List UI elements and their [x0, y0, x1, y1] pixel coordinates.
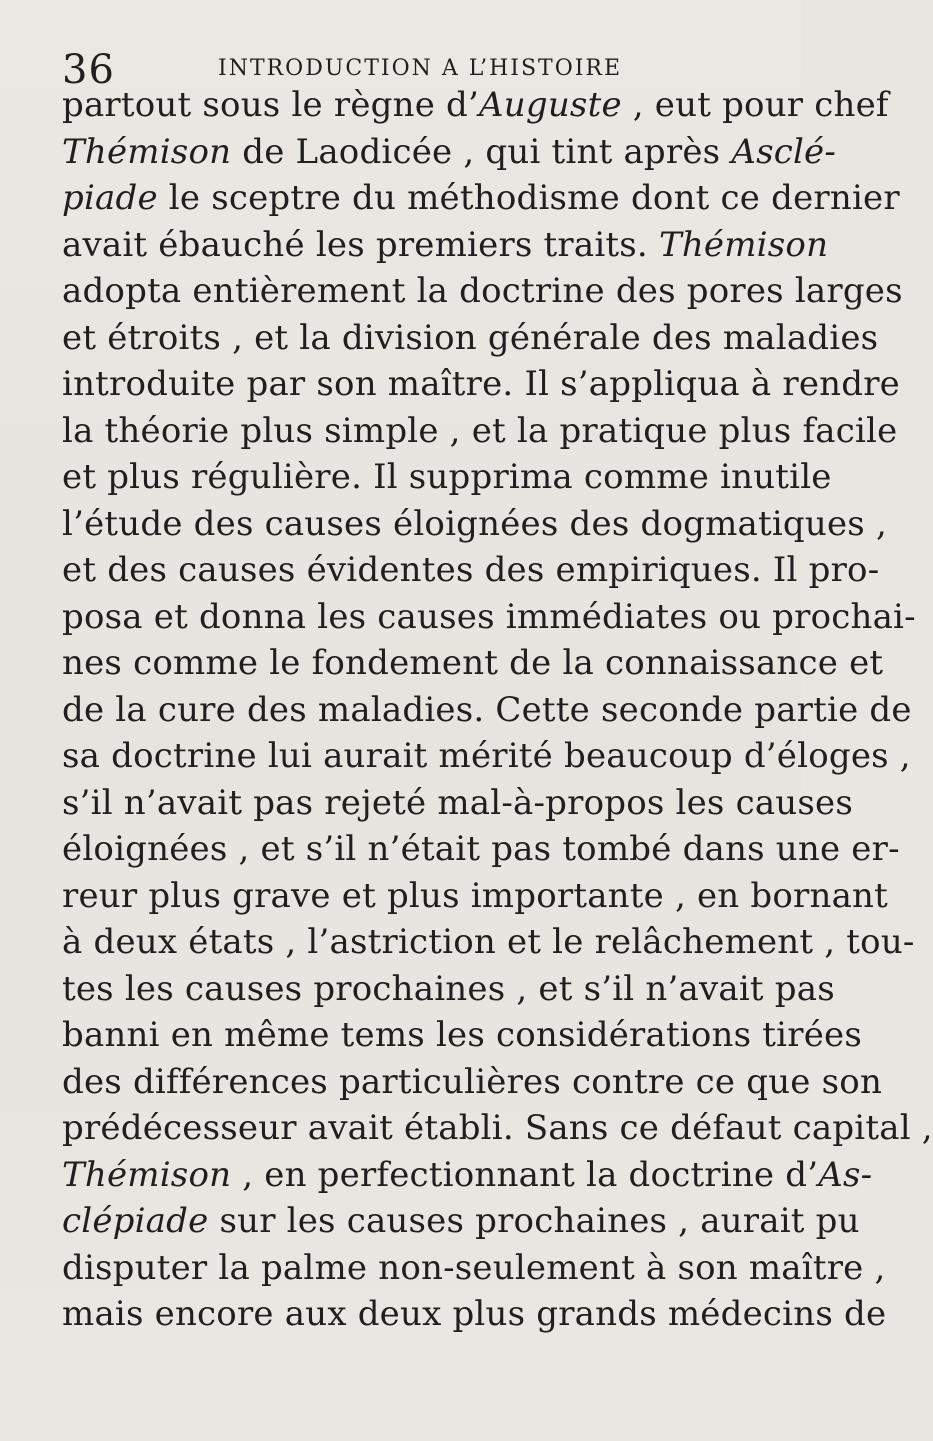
body-text	[62, 82, 933, 1338]
text-line: Thémison de Laodicée , qui tint après Asclé-	[62, 131, 837, 172]
text-line: mais encore aux deux plus grands médecins de	[62, 1294, 887, 1334]
italic-name: Auguste	[479, 85, 622, 125]
text-line: adopta entièrement la doctrine des pores larges	[62, 271, 903, 311]
text-line: sa doctrine lui aurait mérité beaucoup d’éloges ,	[62, 736, 911, 776]
running-title: INTRODUCTION A L’HISTOIRE	[218, 56, 623, 81]
italic-name: Thémison	[62, 1154, 232, 1195]
text-line: partout sous le règne d’Auguste , eut pour chef	[62, 85, 889, 125]
text-line: nes comme le fondement de la connaissance et	[62, 643, 884, 683]
text-line: prédécesseur avait établi. Sans ce défaut capital ,	[62, 1108, 933, 1148]
text-line: clépiade sur les causes prochaines , aurait pu	[62, 1201, 860, 1241]
text-line: à deux états , l’astriction et le relâchement , tou-	[62, 922, 915, 962]
text-line: introduite par son maître. Il s’appliqua à rendre	[62, 364, 900, 404]
text-line: de la cure des maladies. Cette seconde partie de	[62, 689, 912, 730]
text-line: posa et donna les causes immédiates ou prochai-	[62, 596, 916, 637]
italic-name: Thémison	[62, 131, 232, 172]
italic-name: clépiade	[62, 1201, 209, 1241]
text-line: s’il n’avait pas rejeté mal-à-propos les causes	[62, 782, 854, 823]
text-line: disputer la palme non-seulement à son maître ,	[62, 1247, 886, 1288]
italic-name: Asclé-	[731, 131, 837, 172]
text-line: et des causes évidentes des empiriques. Il pro-	[62, 550, 880, 590]
italic-name: Thémison	[658, 224, 829, 265]
text-line: reur plus grave et plus importante , en bornant	[62, 875, 889, 916]
page-number: 36	[62, 47, 115, 93]
text-line: piade le sceptre du méthodisme dont ce dernier	[62, 178, 900, 218]
text-line: et étroits , et la division générale des maladies	[62, 317, 879, 358]
text-line: avait ébauché les premiers traits. Thémison	[62, 224, 829, 265]
text-line: et plus régulière. Il supprima comme inutile	[62, 457, 832, 497]
text-line: banni en même tems les considérations tirées	[62, 1015, 862, 1055]
text-line: la théorie plus simple , et la pratique plus facile	[62, 410, 898, 451]
italic-name: piade	[62, 178, 158, 218]
italic-name: As-	[818, 1154, 873, 1195]
text-line: éloignées , et s’il n’était pas tombé dans une er-	[62, 829, 900, 869]
text-line: tes les causes prochaines , et s’il n’avait pas	[62, 968, 835, 1009]
text-line: Thémison , en perfectionnant la doctrine d’As-	[62, 1154, 873, 1195]
text-line: des différences particulières contre ce que son	[62, 1061, 883, 1102]
text-line: l’étude des causes éloignées des dogmatiques ,	[62, 503, 887, 544]
